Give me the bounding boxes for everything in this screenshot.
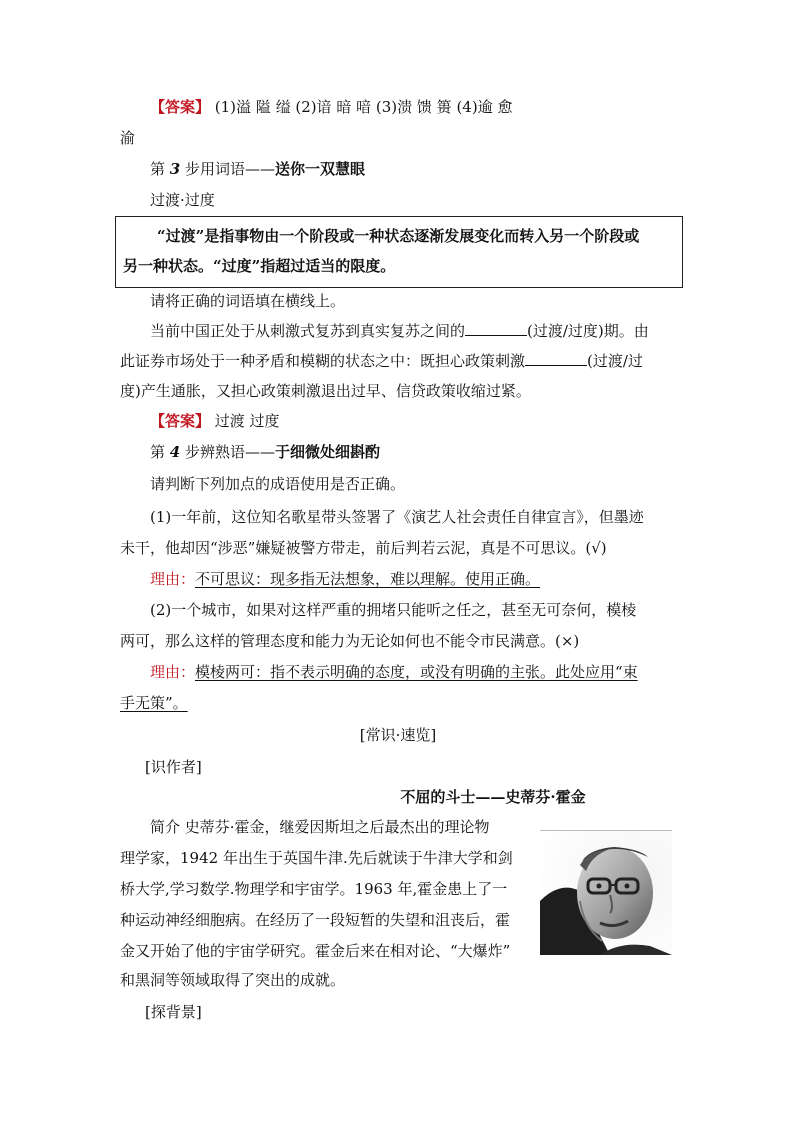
author-tag: [识作者]	[145, 758, 202, 776]
exercise-text-2b: (过渡/过	[587, 352, 643, 370]
step3-mid: 步用词语——	[180, 160, 275, 178]
intro-line-4: 种运动神经细胞病。在经历了一段短暂的失望和沮丧后，霍	[120, 911, 511, 929]
definition-line-1: “过渡”是指事物由一个阶段或一种状态逐渐发展变化而转入另一个阶段或	[157, 227, 640, 245]
exercise-line-3: 度)产生通胀，又担心政策刺激退出过早、信贷政策收缩过紧。	[120, 382, 531, 400]
fill-blank-2[interactable]	[525, 351, 587, 366]
intro-label: 简介	[150, 818, 181, 836]
answer-line-1	[150, 97, 512, 117]
answer-line-2	[120, 128, 135, 148]
q2-reason-text-2: 手无策”。	[120, 694, 188, 712]
step3-title	[150, 159, 365, 179]
q2-reason-text-1: 模棱两可：指不表示明确的态度，或没有明确的主张。此处应用“束	[195, 663, 638, 681]
q2-line-2: 两可，那么这样的管理态度和能力为无论如何也不能令市民满意。(×)	[120, 632, 580, 650]
step3-words: 过渡·过度	[150, 191, 215, 209]
fill-blank-1[interactable]	[465, 321, 527, 336]
exercise-line-2	[120, 351, 643, 371]
step4-number: 4	[169, 443, 181, 461]
section-heading: [常识·速览]	[359, 726, 437, 744]
exercise-line-1	[150, 321, 649, 341]
q1-reason	[150, 569, 540, 589]
author-portrait	[540, 830, 672, 955]
exercise-instruction: 请将正确的词语填在横线上。	[150, 292, 346, 310]
answer2-label: 【答案】	[150, 412, 211, 430]
q2-line-1: (2)一个城市，如果对这样严重的拥堵只能听之任之，甚至无可奈何，模棱	[150, 601, 637, 619]
exercise-text-1a: 当前中国正处于从刺激式复苏到真实复苏之间的	[150, 322, 466, 340]
intro-line-1	[150, 817, 490, 837]
step4-mid: 步辨熟语——	[180, 443, 275, 461]
intro-text-1: 史蒂芬·霍金，继爱因斯坦之后最杰出的理论物	[180, 818, 490, 836]
step4-subtitle: 于细微处细斟酌	[275, 443, 381, 461]
q2-reason	[150, 662, 638, 682]
exercise-text-2a: 此证券市场处于一种矛盾和模糊的状态之中：既担心政策刺激	[120, 352, 526, 370]
background-tag: [探背景]	[145, 1003, 202, 1021]
q2-reason-label: 理由：	[150, 663, 196, 681]
answer-label: 【答案】	[150, 98, 211, 116]
answer2-text: 过渡 过度	[210, 412, 280, 430]
answer2-line	[150, 411, 280, 431]
definition-line-2: 另一种状态。“过度”指超过适当的限度。	[123, 257, 396, 275]
intro-line-2: 理学家，1942 年出生于英国牛津.先后就读于牛津大学和剑	[120, 849, 513, 867]
intro-line-6: 和黑洞等领域取得了突出的成就。	[120, 971, 346, 989]
exercise-text-1b: (过渡/过度)期。由	[527, 322, 649, 340]
author-subtitle: 不屈的斗士——史蒂芬·霍金	[400, 788, 586, 806]
intro-line-5: 金又开始了他的宇宙学研究。霍金后来在相对论、“大爆炸”	[120, 942, 511, 960]
step3-subtitle: 送你一双慧眼	[275, 160, 366, 178]
answer-text: (1)溢 隘 缢 (2)谙 暗 喑 (3)溃 馈 篑 (4)逾 愈	[210, 98, 513, 116]
q1-reason-label: 理由：	[150, 570, 196, 588]
step4-prefix: 第	[150, 443, 170, 461]
portrait-image	[540, 831, 672, 955]
q1-line-1: (1)一年前，这位知名歌星带头签署了《演艺人社会责任自律宣言》，但墨迹	[150, 508, 644, 526]
q2-reason-cont	[120, 693, 188, 713]
answer-wrap-text: 渝	[120, 129, 136, 147]
step3-prefix: 第	[150, 160, 170, 178]
q1-line-2: 未干，他却因“涉恶”嫌疑被警方带走，前后判若云泥，真是不可思议。(√)	[120, 539, 607, 557]
step4-title	[150, 442, 380, 462]
step4-instruction: 请判断下列加点的成语使用是否正确。	[150, 475, 406, 493]
q1-reason-text: 不可思议：现多指无法想象，难以理解。使用正确。	[195, 570, 541, 588]
intro-line-3: 桥大学,学习数学.物理学和宇宙学。1963 年,霍金患上了一	[120, 880, 508, 898]
step3-number: 3	[169, 160, 181, 178]
